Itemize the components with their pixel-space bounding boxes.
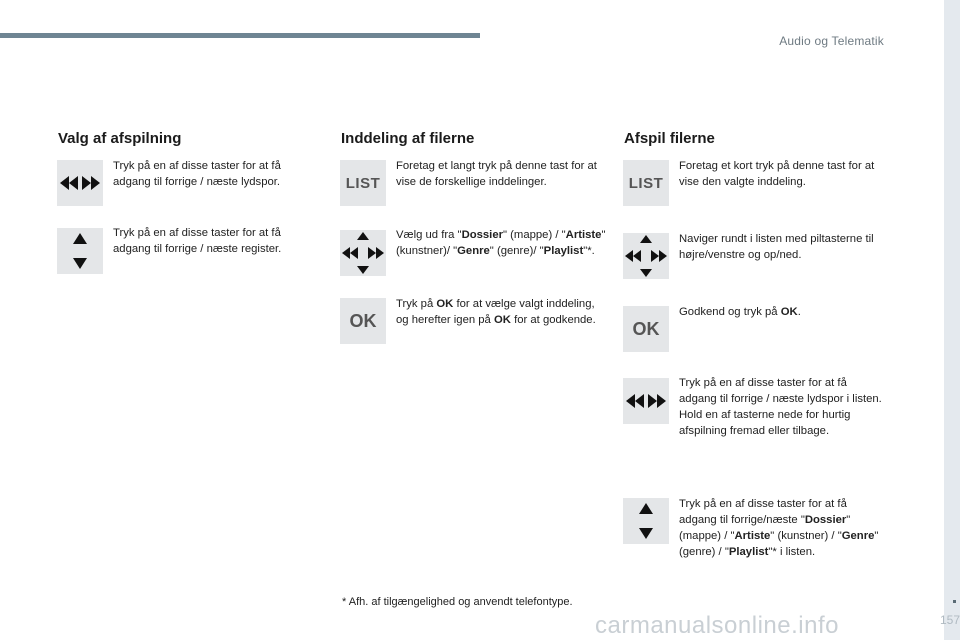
item-description: Foretag et kort tryk på denne tast for at vise den valgte inddeling. <box>679 160 875 188</box>
page-edge-strip <box>944 0 960 640</box>
four-way-arrows-icon <box>625 235 667 277</box>
column-title-valg: Valg af afspilning <box>58 130 182 147</box>
ok-key-label: OK <box>632 318 660 339</box>
prev-next-key <box>623 378 669 424</box>
item-description: Foretag et langt tryk på denne tast for at vise de forskellige inddelinger. <box>396 160 597 188</box>
section-title: Audio og Telematik <box>779 34 884 48</box>
up-down-arrows-icon <box>639 503 653 539</box>
ok-key <box>340 298 386 344</box>
prev-next-key <box>57 160 103 206</box>
ok-key <box>623 306 669 352</box>
up-down-key <box>623 498 669 544</box>
item-description: Tryk på en af disse taster for at få adgang til forrige/næste "Dossier" (mappe) / "Artiste" (kunstner) / "Genre" (genre) / "Playlist"* i listen. <box>679 498 879 558</box>
list-key-label: LIST <box>628 174 664 192</box>
prev-next-arrows-icon <box>626 394 666 408</box>
item-description: Vælg ud fra "Dossier" (mappe) / "Artiste" (kunstner)/ "Genre" (genre)/ "Playlist"*. <box>396 229 606 257</box>
ok-key-label: OK <box>349 310 377 331</box>
four-way-key <box>340 230 386 276</box>
item-description: Naviger rundt i listen med piltasterne til højre/venstre og op/ned. <box>679 233 874 261</box>
list-key-label: LIST <box>345 174 381 192</box>
list-key <box>623 160 669 206</box>
four-way-key <box>623 233 669 279</box>
four-way-arrows-icon <box>342 232 384 274</box>
page-marker-dot <box>953 600 956 603</box>
item-description: Godkend og tryk på OK. <box>679 306 801 318</box>
up-down-key <box>57 228 103 274</box>
page-number: 157 <box>939 613 960 627</box>
item-description: Tryk på en af disse taster for at få adgang til forrige / næste lydspor i listen. Hold en af tasterne nede for hurtig afspilning fremad eller tilbage. <box>679 377 882 437</box>
up-down-arrows-icon <box>73 233 87 269</box>
item-description: Tryk på en af disse taster for at få adgang til forrige / næste register. <box>113 227 282 255</box>
prev-next-arrows-icon <box>60 176 100 190</box>
column-title-inddeling: Inddeling af filerne <box>341 130 475 147</box>
item-description: Tryk på OK for at vælge valgt inddeling, og herefter igen på OK for at godkende. <box>396 298 596 326</box>
watermark: carmanualsonline.info <box>595 612 839 639</box>
column-title-afspil: Afspil filerne <box>624 130 715 147</box>
footnote: * Afh. af tilgængelighed og anvendt telefontype. <box>342 596 573 608</box>
top-accent-bar <box>0 33 480 38</box>
list-key <box>340 160 386 206</box>
item-description: Tryk på en af disse taster for at få adgang til forrige / næste lydspor. <box>113 160 281 188</box>
